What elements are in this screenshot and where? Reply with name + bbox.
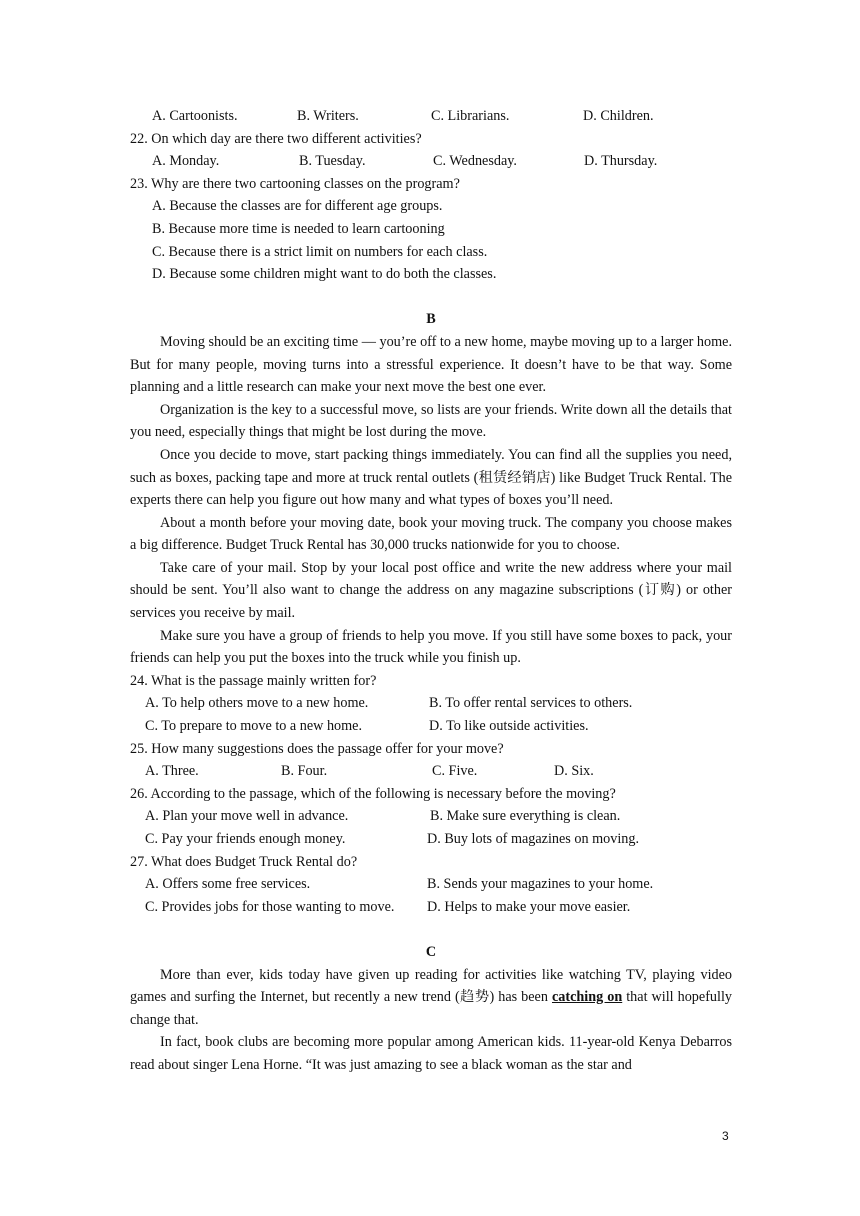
section-c-paragraph-2: In fact, book clubs are becoming more popular among American kids. 11-year-old Kenya Debarros read about singer Lena Horne. “It was just amazing to see a black woman as the star and: [130, 1034, 732, 1073]
q26-option-c: C. Pay your friends enough money.: [145, 831, 346, 847]
q27-options-row-2: [130, 896, 732, 919]
q26-options-row-2: [130, 828, 732, 851]
q27-option-a: A. Offers some free services.: [145, 876, 311, 893]
q21-option-a: A. Cartoonists.: [152, 108, 238, 124]
section-c-paragraph-1: [130, 964, 732, 1032]
q26-option-b: B. Make sure everything is clean.: [430, 808, 621, 825]
section-b-paragraph-2: Organization is the key to a successful move, so lists are your friends. Write down all the details that you need, especially things that might be lost during the move.: [130, 401, 732, 441]
q23-question: 23. Why are there two cartooning classes on the program?: [130, 175, 460, 192]
q26-option-d: D. Buy lots of magazines on moving.: [427, 831, 640, 847]
q24-option-a: A. To help others move to a new home.: [145, 695, 369, 712]
underlined-phrase: catching on: [551, 989, 623, 1006]
q22-option-c: C. Wednesday.: [433, 153, 517, 170]
q25-options: [130, 760, 732, 783]
section-b-paragraph-1: Moving should be an exciting time — you’re off to a new home, maybe moving up to a larger home. But for many people, moving turns into a stressful experience. It doesn’t have to be that way. Some planning and a little research can make your next move the best one ever.: [130, 333, 732, 396]
page-content: [130, 105, 732, 1077]
q27-question: 27. What does Budget Truck Rental do?: [130, 853, 358, 870]
q24-option-c: C. To prepare to move to a new home.: [145, 718, 363, 735]
q21-option-b: B. Writers.: [297, 108, 359, 124]
q27-options-row-1: [130, 873, 732, 896]
q25-option-a: A. Three.: [145, 763, 199, 780]
q27-option-b: B. Sends your magazines to your home.: [427, 876, 654, 893]
q25-question: 25. How many suggestions does the passage offer for your move?: [130, 740, 504, 757]
q23-option-b: B. Because more time is needed to learn cartooning: [152, 220, 445, 237]
q25-option-d: D. Six.: [554, 763, 594, 780]
page-number: 3: [722, 1129, 729, 1143]
section-b-heading: B: [426, 311, 436, 328]
section-b-paragraph-6: Make sure you have a group of friends to help you move. If you still have some boxes to pack, your friends can help you put the boxes into the truck while you finish up.: [130, 627, 732, 667]
q25-option-c: C. Five.: [432, 763, 478, 780]
q24-options-row-2: [130, 715, 732, 738]
q24-option-b: B. To offer rental services to others.: [429, 695, 633, 712]
section-c-heading: C: [425, 943, 437, 960]
q23-option-d: D. Because some children might want to do both the classes.: [152, 266, 497, 283]
q22-option-d: D. Thursday.: [584, 153, 658, 170]
q22-question: 22. On which day are there two different activities?: [130, 130, 422, 147]
q25-option-b: B. Four.: [281, 763, 328, 780]
section-b-paragraph-3: Once you decide to move, start packing things immediately. You can find all the supplies you need, such as boxes, packing tape and more at truck rental outlets (租赁经销店) like Budget Truck Rental. The experts there can help you figure out how many and what types of boxes you’ll need.: [130, 446, 732, 509]
section-b-paragraph-5: Take care of your mail. Stop by your local post office and write the new address where your mail should be sent. You’ll also want to change the address on any magazine subscriptions (订购) or other services you receive by mail.: [130, 559, 732, 622]
q26-option-a: A. Plan your move well in advance.: [145, 808, 349, 825]
section-c-paragraph-1-start: More than ever, kids today have given up reading for activities like watching TV, playing video games and surfing the Internet, but recently a new trend (趋势) has been: [130, 966, 732, 1006]
q27-option-c: C. Provides jobs for those wanting to move.: [145, 898, 395, 915]
q22-options: [130, 150, 732, 173]
section-b-paragraph-4: About a month before your moving date, book your moving truck. The company you choose makes a big difference. Budget Truck Rental has 30,000 trucks nationwide for you to choose.: [130, 514, 732, 554]
q21-option-c: C. Librarians.: [431, 108, 510, 124]
q26-options-row-1: [130, 805, 732, 828]
q23-option-a: A. Because the classes are for different age groups.: [152, 198, 443, 215]
q26-question: 26. According to the passage, which of the following is necessary before the moving?: [130, 785, 616, 802]
q22-option-b: B. Tuesday.: [299, 153, 366, 170]
q24-options-row-1: [130, 692, 732, 715]
q27-option-d: D. Helps to make your move easier.: [427, 898, 631, 915]
q23-option-c: C. Because there is a strict limit on numbers for each class.: [152, 243, 488, 260]
q24-question: 24. What is the passage mainly written for?: [130, 672, 377, 689]
q21-option-d: D. Children.: [583, 108, 654, 124]
q21-options: [130, 105, 732, 128]
q22-option-a: A. Monday.: [152, 153, 220, 170]
section-c-paragraph-1-end: that will hopefully change that.: [130, 989, 732, 1028]
q24-option-d: D. To like outside activities.: [429, 718, 589, 735]
